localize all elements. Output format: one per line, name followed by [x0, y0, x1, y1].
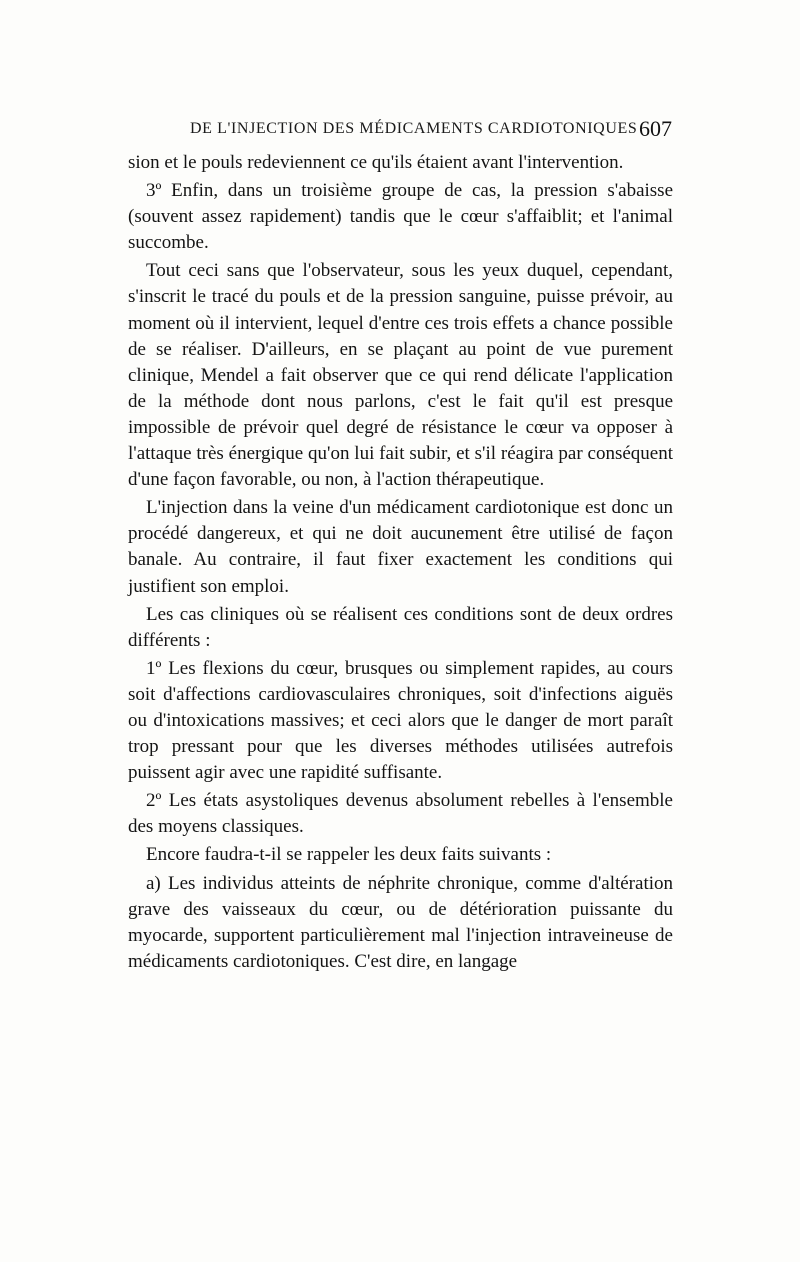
- running-title: DE L'INJECTION DES MÉDICAMENTS CARDIOTONIQUES: [190, 120, 638, 137]
- paragraph: sion et le pouls redeviennent ce qu'ils étaient avant l'intervention.: [128, 152, 624, 173]
- paragraph: Les cas cliniques où se réalisent ces conditions sont de deux ordres différents :: [128, 603, 673, 651]
- paragraph: a) Les individus atteints de néphrite chronique, comme d'altération grave des vaisseaux du cœur, ou de détérioration puissante du myocarde, supportent particulièrement mal l'injection intraveineuse de médicaments cardiotoniques. C'est dire, en langage: [128, 872, 673, 972]
- paragraph: 2º Les états asystoliques devenus absolument rebelles à l'ensemble des moyens classiques.: [128, 790, 673, 838]
- paragraph: Encore faudra-t-il se rappeler les deux faits suivants :: [146, 844, 552, 866]
- page-number: 607: [639, 116, 672, 141]
- paragraph: Tout ceci sans que l'observateur, sous les yeux duquel, cependant, s'inscrit le tracé du pouls et de la pression sanguine, puisse prévoir, au moment où il intervient, lequel d'entre ces trois effets a chance possible de se réaliser. D'ailleurs, en se plaçant au point de vue purement clinique, Mendel a fait observer que ce qui rend délicate l'application de la méthode dont nous parlons, c'est le fait qu'il est presque impossible de prévoir quel degré de résistance le cœur va opposer à l'attaque très énergique qu'on lui fait subir, et s'il réagira par conséquent d'une façon favorable, ou non, à l'action thérapeutique.: [128, 260, 673, 491]
- paragraph: L'injection dans la veine d'un médicament cardiotonique est donc un procédé dangereux, et qui ne doit aucunement être utilisé de façon banale. Au contraire, il faut fixer exactement les conditions qui justifient son emploi.: [128, 497, 673, 597]
- page-body: [128, 150, 673, 977]
- paragraph: 1º Les flexions du cœur, brusques ou simplement rapides, au cours soit d'affections cardiovasculaires chroniques, soit d'infections aiguës ou d'intoxications massives; et ceci alors que le danger de mort paraît trop pressant pour que les diverses méthodes utilisées autrefois puissent agir avec une rapidité suffisante.: [128, 657, 673, 784]
- paragraph: 3º Enfin, dans un troisième groupe de cas, la pression s'abaisse (souvent assez rapidement) tandis que le cœur s'affaiblit; et l'animal succombe.: [128, 180, 673, 254]
- page-header: [190, 116, 680, 146]
